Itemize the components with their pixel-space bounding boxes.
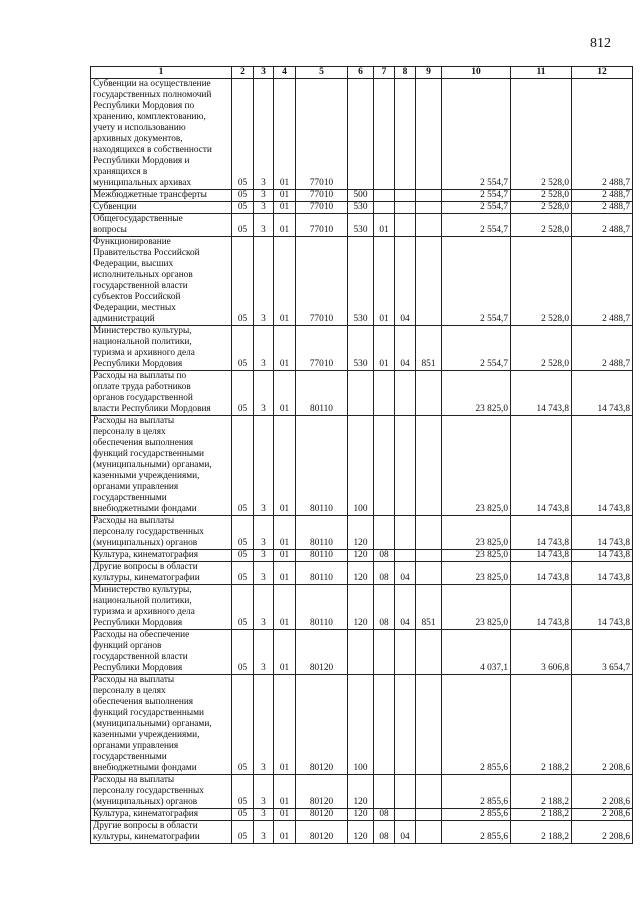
amount-cell: 2 208,6 — [572, 775, 633, 809]
amount-cell: 14 743,8 — [572, 416, 633, 516]
table-body — [91, 79, 633, 844]
table-row — [91, 202, 633, 214]
amount-cell: 14 743,8 — [511, 416, 572, 516]
code-cell: 530 — [348, 326, 374, 371]
code-cell — [416, 214, 442, 237]
table-row — [91, 562, 633, 585]
code-cell: 77010 — [296, 202, 348, 214]
page-number: 812 — [590, 36, 611, 51]
amount-cell: 14 743,8 — [572, 516, 633, 550]
code-cell: 01 — [274, 821, 296, 844]
table-row — [91, 775, 633, 809]
amount-cell: 23 825,0 — [442, 416, 511, 516]
amount-cell: 2 528,0 — [511, 326, 572, 371]
amount-cell: 2 528,0 — [511, 202, 572, 214]
code-cell: 3 — [254, 326, 274, 371]
amount-cell: 2 208,6 — [572, 675, 633, 775]
code-cell — [395, 202, 416, 214]
amount-cell: 23 825,0 — [442, 562, 511, 585]
code-cell — [416, 516, 442, 550]
code-cell — [374, 775, 395, 809]
amount-cell: 2 488,7 — [572, 214, 633, 237]
code-cell — [416, 775, 442, 809]
code-cell: 3 — [254, 237, 274, 326]
column-header: 11 — [511, 67, 572, 79]
code-cell — [395, 371, 416, 416]
code-cell: 05 — [232, 562, 254, 585]
amount-cell: 4 037,1 — [442, 630, 511, 675]
code-cell — [374, 79, 395, 190]
amount-cell: 14 743,8 — [511, 516, 572, 550]
code-cell: 05 — [232, 214, 254, 237]
code-cell: 3 — [254, 516, 274, 550]
amount-cell: 2 528,0 — [511, 79, 572, 190]
code-cell — [374, 516, 395, 550]
code-cell — [416, 809, 442, 821]
amount-cell: 3 606,8 — [511, 630, 572, 675]
code-cell: 01 — [374, 326, 395, 371]
amount-cell: 2 208,6 — [572, 809, 633, 821]
amount-cell: 14 743,8 — [572, 585, 633, 630]
code-cell: 01 — [374, 214, 395, 237]
code-cell — [395, 630, 416, 675]
code-cell — [395, 775, 416, 809]
table-row — [91, 190, 633, 202]
code-cell — [395, 79, 416, 190]
row-description: Расходы на выплаты персоналу в целях обеспечения выполнения функций государственными (муниципальными) органами, казенными учреждениями, органами управления государственными внебюджетными фондами — [91, 675, 232, 775]
code-cell: 04 — [395, 237, 416, 326]
code-cell — [395, 675, 416, 775]
code-cell: 3 — [254, 775, 274, 809]
amount-cell: 2 488,7 — [572, 237, 633, 326]
code-cell: 77010 — [296, 237, 348, 326]
amount-cell: 2 488,7 — [572, 326, 633, 371]
code-cell: 01 — [274, 775, 296, 809]
code-cell: 3 — [254, 585, 274, 630]
code-cell — [374, 630, 395, 675]
code-cell: 80110 — [296, 416, 348, 516]
amount-cell: 3 654,7 — [572, 630, 633, 675]
row-description: Культура, кинематография — [91, 550, 232, 562]
amount-cell: 23 825,0 — [442, 516, 511, 550]
code-cell: 3 — [254, 190, 274, 202]
amount-cell: 2 528,0 — [511, 214, 572, 237]
amount-cell: 2 488,7 — [572, 79, 633, 190]
table-row — [91, 809, 633, 821]
amount-cell: 2 188,2 — [511, 809, 572, 821]
code-cell: 100 — [348, 675, 374, 775]
table-row — [91, 214, 633, 237]
amount-cell: 2 188,2 — [511, 675, 572, 775]
row-description: Расходы на выплаты по оплате труда работников органов государственной власти Республики Мордовия — [91, 371, 232, 416]
code-cell — [348, 79, 374, 190]
code-cell: 77010 — [296, 214, 348, 237]
code-cell — [395, 214, 416, 237]
code-cell — [374, 371, 395, 416]
amount-cell: 2 488,7 — [572, 202, 633, 214]
amount-cell: 14 743,8 — [511, 562, 572, 585]
code-cell: 05 — [232, 371, 254, 416]
row-description: Культура, кинематография — [91, 809, 232, 821]
row-description: Расходы на выплаты персоналу государственных (муниципальных) органов — [91, 516, 232, 550]
code-cell: 01 — [274, 550, 296, 562]
column-header: 12 — [572, 67, 633, 79]
code-cell: 08 — [374, 821, 395, 844]
code-cell: 05 — [232, 416, 254, 516]
code-cell: 530 — [348, 214, 374, 237]
code-cell: 01 — [274, 190, 296, 202]
amount-cell: 2 528,0 — [511, 190, 572, 202]
row-description: Другие вопросы в области культуры, кинематографии — [91, 821, 232, 844]
header-row — [91, 67, 633, 79]
amount-cell: 2 554,7 — [442, 326, 511, 371]
code-cell: 77010 — [296, 190, 348, 202]
code-cell — [416, 371, 442, 416]
row-description: Межбюджетные трансферты — [91, 190, 232, 202]
code-cell — [395, 809, 416, 821]
code-cell: 01 — [274, 809, 296, 821]
code-cell — [416, 416, 442, 516]
table-row — [91, 821, 633, 844]
column-header: 6 — [348, 67, 374, 79]
code-cell: 3 — [254, 371, 274, 416]
code-cell: 05 — [232, 516, 254, 550]
code-cell: 05 — [232, 821, 254, 844]
table-row — [91, 516, 633, 550]
code-cell: 04 — [395, 821, 416, 844]
code-cell: 05 — [232, 630, 254, 675]
row-description: Министерство культуры, национальной политики, туризма и архивного дела Республики Мордовия — [91, 585, 232, 630]
amount-cell: 2 554,7 — [442, 190, 511, 202]
amount-cell: 14 743,8 — [511, 550, 572, 562]
code-cell — [416, 202, 442, 214]
code-cell: 01 — [274, 585, 296, 630]
code-cell: 3 — [254, 79, 274, 190]
amount-cell: 2 554,7 — [442, 214, 511, 237]
row-description: Расходы на выплаты персоналу государственных (муниципальных) органов — [91, 775, 232, 809]
code-cell: 80110 — [296, 550, 348, 562]
code-cell: 3 — [254, 675, 274, 775]
amount-cell: 2 855,6 — [442, 809, 511, 821]
code-cell — [374, 675, 395, 775]
code-cell — [395, 416, 416, 516]
code-cell: 01 — [274, 214, 296, 237]
code-cell: 01 — [274, 675, 296, 775]
amount-cell: 14 743,8 — [511, 585, 572, 630]
code-cell: 3 — [254, 821, 274, 844]
amount-cell: 23 825,0 — [442, 550, 511, 562]
code-cell — [416, 237, 442, 326]
code-cell: 500 — [348, 190, 374, 202]
code-cell — [348, 371, 374, 416]
code-cell: 05 — [232, 775, 254, 809]
code-cell — [416, 562, 442, 585]
code-cell: 77010 — [296, 79, 348, 190]
code-cell: 01 — [274, 416, 296, 516]
code-cell — [416, 821, 442, 844]
code-cell — [348, 630, 374, 675]
amount-cell: 2 188,2 — [511, 821, 572, 844]
column-header: 10 — [442, 67, 511, 79]
table-row — [91, 630, 633, 675]
amount-cell: 2 855,6 — [442, 821, 511, 844]
row-description: Другие вопросы в области культуры, кинематографии — [91, 562, 232, 585]
table-row — [91, 79, 633, 190]
amount-cell: 23 825,0 — [442, 371, 511, 416]
column-header: 8 — [395, 67, 416, 79]
code-cell: 80110 — [296, 562, 348, 585]
amount-cell: 2 855,6 — [442, 775, 511, 809]
table-row — [91, 550, 633, 562]
code-cell — [416, 79, 442, 190]
code-cell: 05 — [232, 550, 254, 562]
code-cell: 04 — [395, 326, 416, 371]
code-cell: 01 — [274, 630, 296, 675]
column-header: 7 — [374, 67, 395, 79]
budget-table — [90, 66, 633, 844]
row-description: Расходы на выплаты персоналу в целях обеспечения выполнения функций государственными (муниципальными) органами, казенными учреждениями, органами управления государственными внебюджетными фондами — [91, 416, 232, 516]
code-cell: 851 — [416, 326, 442, 371]
code-cell: 08 — [374, 809, 395, 821]
code-cell: 01 — [274, 371, 296, 416]
code-cell: 05 — [232, 202, 254, 214]
code-cell: 01 — [274, 237, 296, 326]
code-cell — [395, 550, 416, 562]
code-cell: 05 — [232, 237, 254, 326]
code-cell: 120 — [348, 516, 374, 550]
column-header: 5 — [296, 67, 348, 79]
code-cell: 120 — [348, 775, 374, 809]
code-cell: 3 — [254, 562, 274, 585]
code-cell: 80120 — [296, 809, 348, 821]
table-row — [91, 326, 633, 371]
code-cell: 3 — [254, 214, 274, 237]
code-cell — [416, 550, 442, 562]
table-row — [91, 237, 633, 326]
code-cell: 01 — [274, 202, 296, 214]
code-cell — [374, 202, 395, 214]
column-header: 9 — [416, 67, 442, 79]
code-cell: 851 — [416, 585, 442, 630]
row-description: Министерство культуры, национальной политики, туризма и архивного дела Республики Мордовия — [91, 326, 232, 371]
amount-cell: 14 743,8 — [572, 371, 633, 416]
code-cell: 01 — [274, 516, 296, 550]
code-cell — [416, 675, 442, 775]
code-cell: 3 — [254, 630, 274, 675]
amount-cell: 14 743,8 — [572, 550, 633, 562]
code-cell — [395, 516, 416, 550]
code-cell: 120 — [348, 550, 374, 562]
code-cell: 05 — [232, 585, 254, 630]
code-cell: 3 — [254, 416, 274, 516]
code-cell: 80110 — [296, 516, 348, 550]
amount-cell: 2 528,0 — [511, 237, 572, 326]
code-cell: 120 — [348, 821, 374, 844]
code-cell: 04 — [395, 562, 416, 585]
amount-cell: 23 825,0 — [442, 585, 511, 630]
table-row — [91, 371, 633, 416]
code-cell: 80120 — [296, 675, 348, 775]
code-cell — [374, 190, 395, 202]
code-cell: 08 — [374, 562, 395, 585]
code-cell: 80120 — [296, 821, 348, 844]
table-row — [91, 675, 633, 775]
row-description: Функционирование Правительства Российской Федерации, высших исполнительных органов государственной власти субъектов Российской Федерации, местных администраций — [91, 237, 232, 326]
amount-cell: 2 208,6 — [572, 821, 633, 844]
column-header: 1 — [91, 67, 232, 79]
code-cell: 3 — [254, 202, 274, 214]
code-cell: 80110 — [296, 585, 348, 630]
row-description: Расходы на обеспечение функций органов государственной власти Республики Мордовия — [91, 630, 232, 675]
code-cell: 80110 — [296, 371, 348, 416]
code-cell: 120 — [348, 562, 374, 585]
code-cell: 08 — [374, 585, 395, 630]
code-cell — [374, 416, 395, 516]
code-cell: 08 — [374, 550, 395, 562]
code-cell: 05 — [232, 809, 254, 821]
code-cell — [416, 190, 442, 202]
amount-cell: 2 554,7 — [442, 237, 511, 326]
code-cell — [416, 630, 442, 675]
code-cell: 01 — [274, 79, 296, 190]
code-cell: 01 — [274, 326, 296, 371]
column-header: 3 — [254, 67, 274, 79]
amount-cell: 2 554,7 — [442, 79, 511, 190]
table-row — [91, 416, 633, 516]
code-cell: 05 — [232, 675, 254, 775]
code-cell: 120 — [348, 809, 374, 821]
code-cell: 3 — [254, 550, 274, 562]
code-cell: 530 — [348, 202, 374, 214]
code-cell: 01 — [374, 237, 395, 326]
table-row — [91, 585, 633, 630]
code-cell: 05 — [232, 326, 254, 371]
code-cell — [395, 190, 416, 202]
code-cell: 80120 — [296, 775, 348, 809]
amount-cell: 2 855,6 — [442, 675, 511, 775]
code-cell: 80120 — [296, 630, 348, 675]
code-cell: 77010 — [296, 326, 348, 371]
code-cell: 01 — [274, 562, 296, 585]
code-cell: 120 — [348, 585, 374, 630]
amount-cell: 14 743,8 — [572, 562, 633, 585]
code-cell: 05 — [232, 79, 254, 190]
row-description: Субвенции — [91, 202, 232, 214]
amount-cell: 2 188,2 — [511, 775, 572, 809]
amount-cell: 2 488,7 — [572, 190, 633, 202]
row-description: Общегосударственные вопросы — [91, 214, 232, 237]
code-cell: 05 — [232, 190, 254, 202]
amount-cell: 14 743,8 — [511, 371, 572, 416]
amount-cell: 2 554,7 — [442, 202, 511, 214]
code-cell: 100 — [348, 416, 374, 516]
row-description: Субвенции на осуществление государственных полномочий Республики Мордовия по хранению, комплектованию, учету и использованию архивных документов, находящихся в собственности Республики Мордовия и хранящихся в муниципальных архивах — [91, 79, 232, 190]
code-cell: 04 — [395, 585, 416, 630]
column-header: 2 — [232, 67, 254, 79]
column-header: 4 — [274, 67, 296, 79]
code-cell: 530 — [348, 237, 374, 326]
code-cell: 3 — [254, 809, 274, 821]
